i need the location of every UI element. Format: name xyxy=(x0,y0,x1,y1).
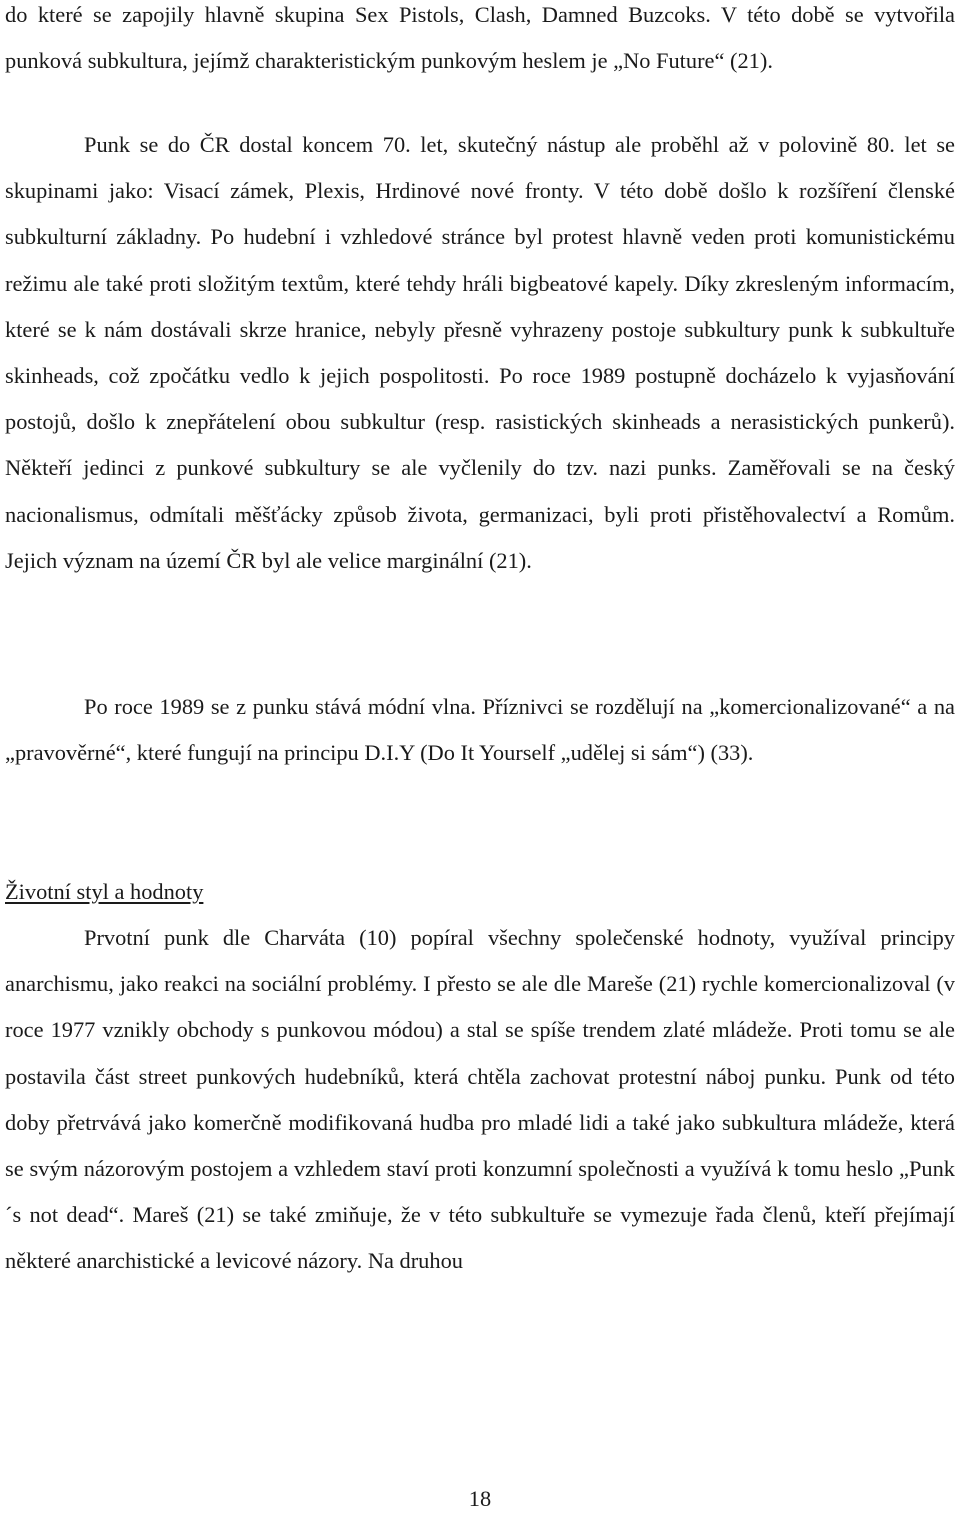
paragraph-after-1989: Po roce 1989 se z punku stává módní vlna. Příznivci se rozdělují na „komercionalizované“ a na „pravověrné“, které fungují na principu D.I.Y (Do It Yourself „udělej si sám“) (33). xyxy=(5,694,955,766)
section-heading: Životní styl a hodnoty xyxy=(5,879,204,904)
paragraph-punk-in-czech-republic: Punk se do ČR dostal koncem 70. let, skutečný nástup ale proběhl až v polovině 80. let se skupinami jako: Visací zámek, Plexis, Hrdinové nové fronty. V této době došlo k rozšíření členské subkulturní základny. Po hudební i vzhledové stránce byl protest hlavně veden proti komunistickému režimu ale také proti složitým textům, které tehdy hráli bigbeatové kapely. Díky zkresleným informacím, které se k nám dostávali skrze hranice, nebyly přesně vyhrazeny postoje subkultury punk k subkultuře skinheads, což zpočátku vedlo k jejich pospolitosti. Po roce 1989 postupně docházelo k vyjasňování postojů, došlo k znepřátelení obou subkultur (resp. rasistických skinheads a nerasistických punkerů). Někteří jedinci z punkové subkultury se ale vyčlenily do tzv. nazi punks. Zaměřovali se na český nacionalismus, odmítali měšťácky způsob života, germanizaci, byli proti přistěhovalectví a Romům. Jejich význam na území ČR byl ale velice marginální (21). xyxy=(5,132,955,573)
paragraph-lifestyle-values: Prvotní punk dle Charváta (10) popíral všechny společenské hodnoty, využíval principy anarchismu, jako reakci na sociální problémy. I přesto se ale dle Mareše (21) rychle komercionalizoval (v roce 1977 vznikly obchody s punkovou módou) a stal se spíše trendem zlaté mládeže. Proti tomu se ale postavila část street punkových hudebníků, která chtěla zachovat protestní náboj punku. Punk od této doby přetrvává jako komerčně modifikovaná hudba pro mladé lidi a také jako subkultura mládeže, která se svým názorovým postojem a vzhledem staví proti konzumní společnosti a využívá k tomu heslo „Punk´s not dead“. Mareš (21) se také zmiňuje, že v této subkultuře se vymezuje řada členů, kteří přejímají některé anarchistické a levicové názory. Na druhou xyxy=(5,925,955,1274)
page-number: 18 xyxy=(468,1486,492,1511)
paragraph-continuation: do které se zapojily hlavně skupina Sex Pistols, Clash, Damned Buzcoks. V této době se vytvořila punková subkultura, jejímž charakteristickým punkovým heslem je „No Future“ (21). xyxy=(5,2,955,74)
